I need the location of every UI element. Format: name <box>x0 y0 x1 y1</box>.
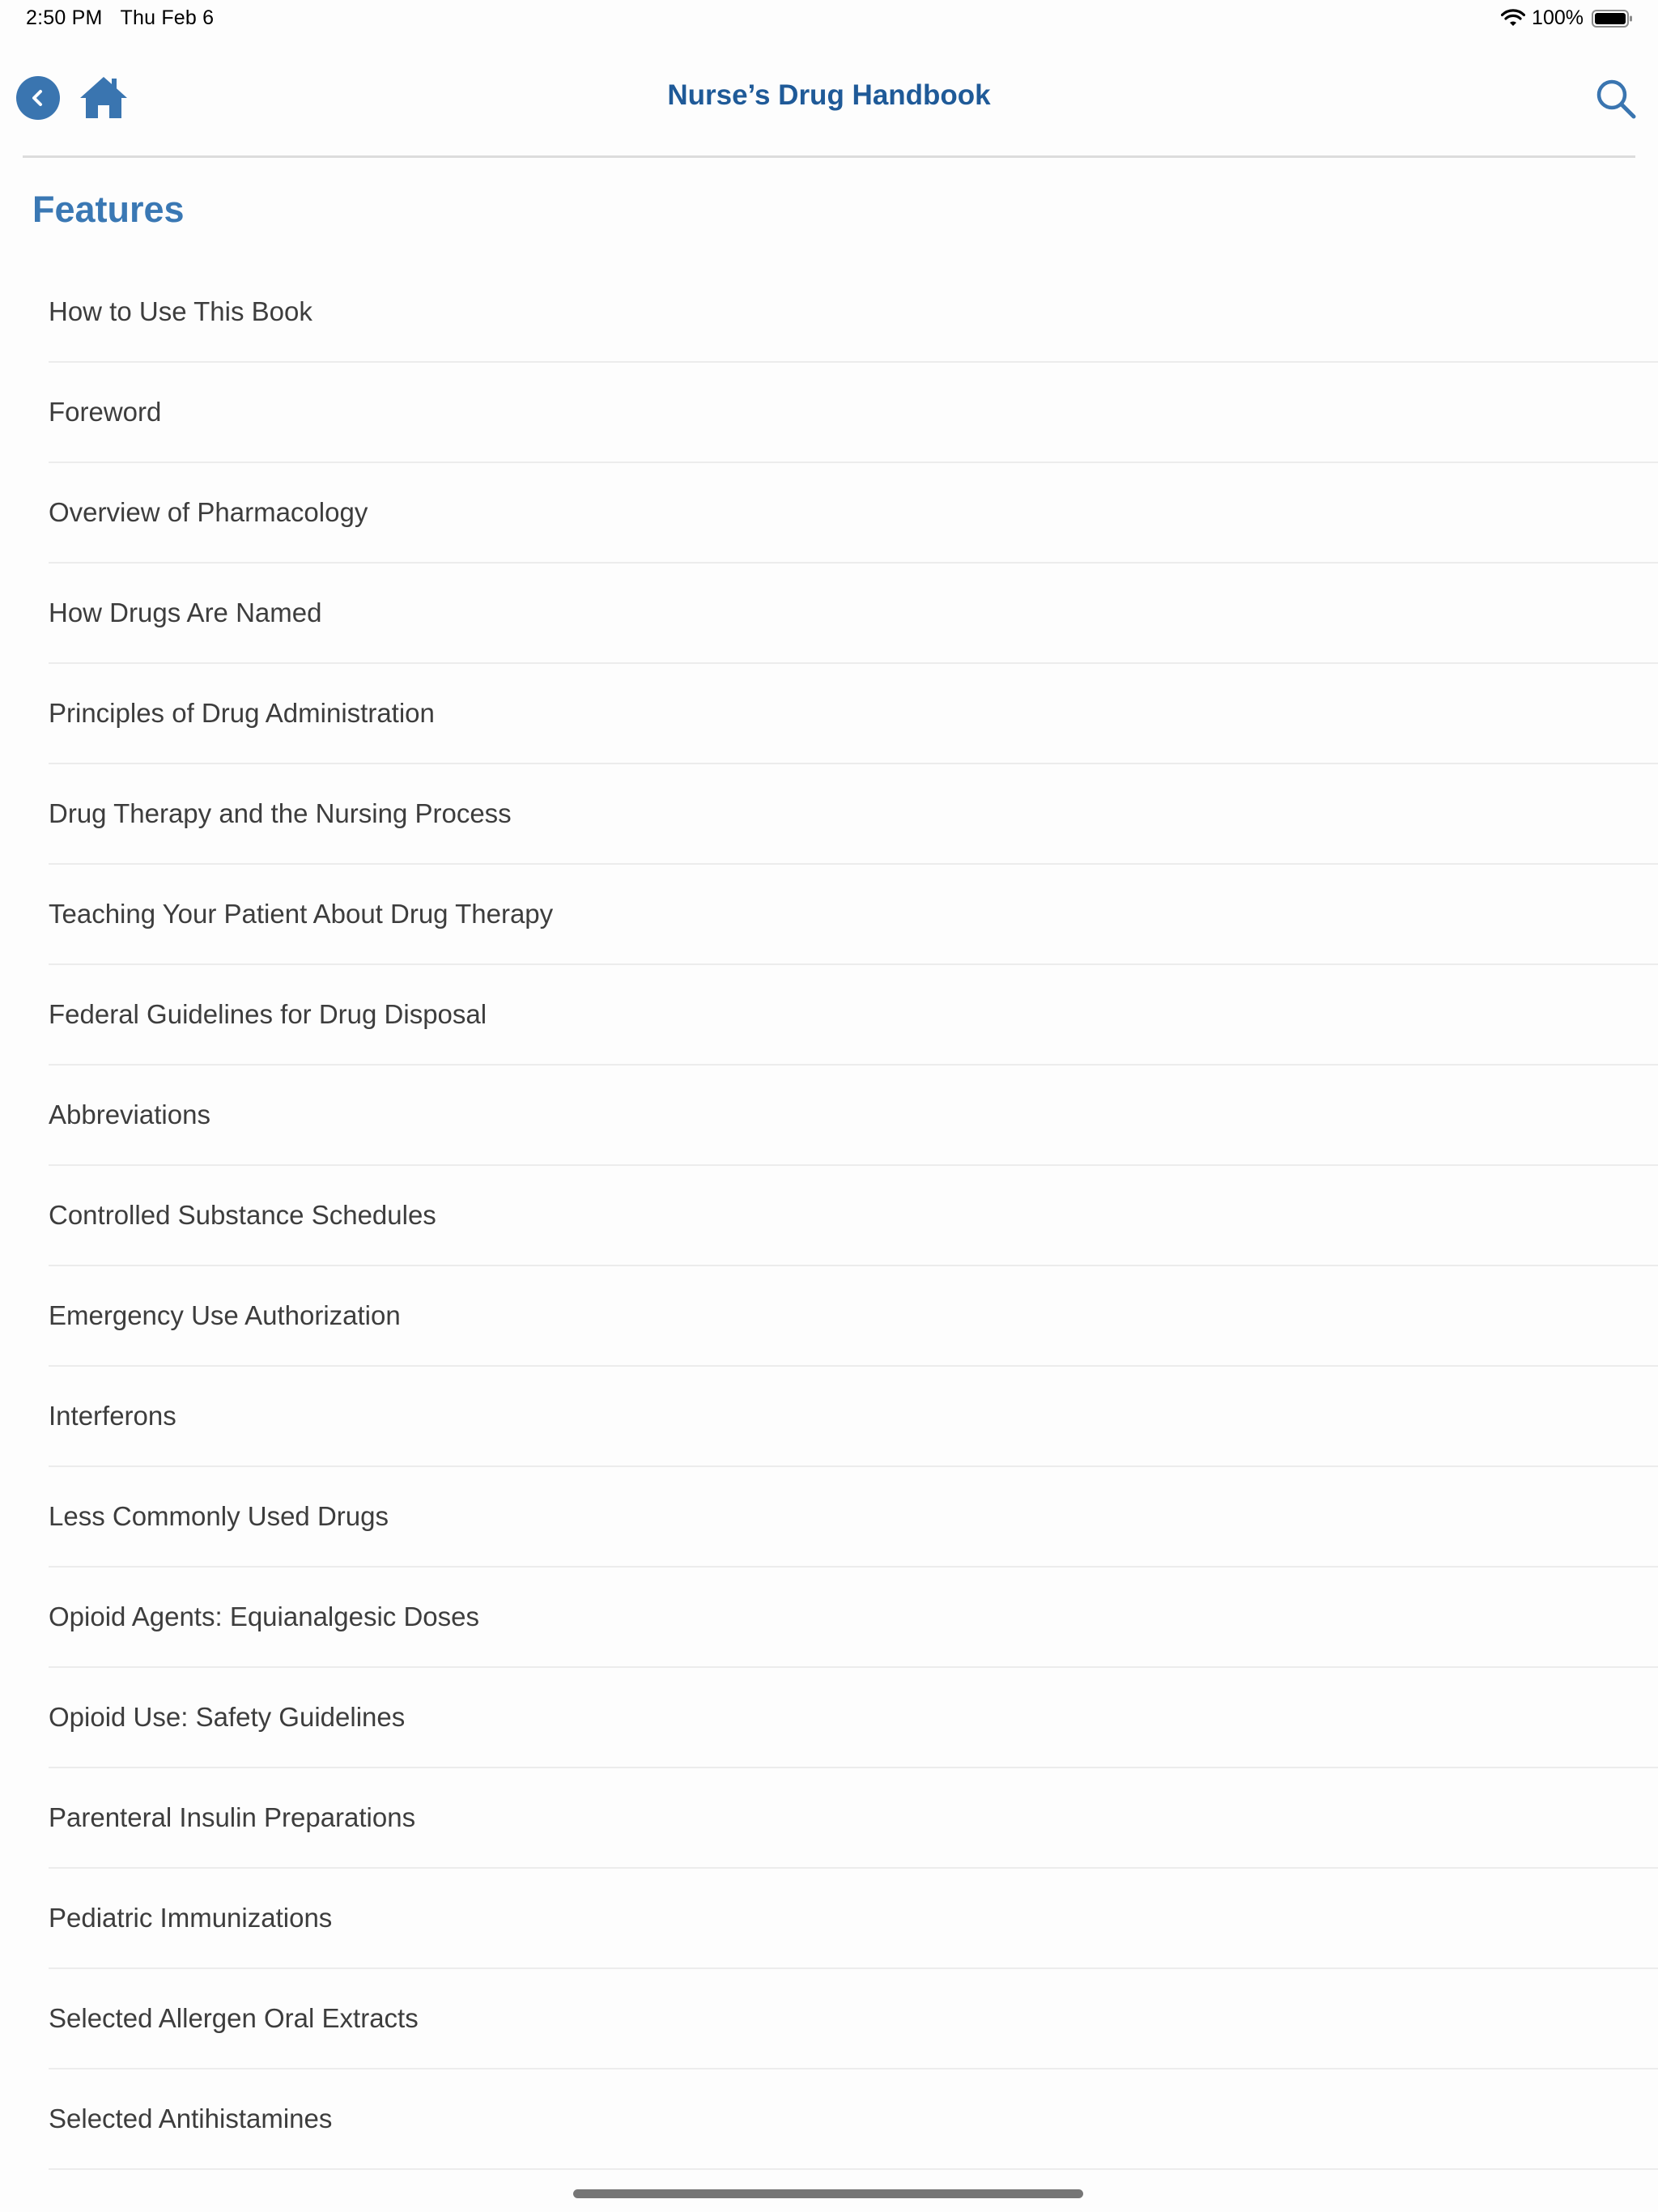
list-item[interactable]: Federal Guidelines for Drug Disposal <box>49 965 1658 1066</box>
search-icon <box>1595 78 1637 120</box>
section-title: Features <box>32 189 185 230</box>
list-item[interactable]: Pediatric Immunizations <box>49 1869 1658 1969</box>
status-date: Thu Feb 6 <box>120 6 215 29</box>
list-item[interactable]: Opioid Agents: Equianalgesic Doses <box>49 1568 1658 1668</box>
list-item[interactable]: How to Use This Book <box>49 262 1658 363</box>
list-item[interactable]: Selected Antihistamines <box>49 2069 1658 2170</box>
home-indicator[interactable] <box>573 2189 1083 2198</box>
list-item[interactable]: Controlled Substance Schedules <box>49 1166 1658 1266</box>
wifi-icon <box>1501 9 1525 28</box>
list-item[interactable]: Abbreviations <box>49 1066 1658 1166</box>
status-right <box>1501 6 1634 30</box>
list-item[interactable]: How Drugs Are Named <box>49 564 1658 664</box>
list-item[interactable]: Foreword <box>49 363 1658 463</box>
list-item[interactable]: Interferons <box>49 1367 1658 1467</box>
list-item[interactable]: Parenteral Insulin Preparations <box>49 1768 1658 1869</box>
status-left <box>26 6 232 30</box>
list-item[interactable]: Less Commonly Used Drugs <box>49 1467 1658 1568</box>
status-time: 2:50 PM <box>26 6 103 29</box>
nav-bar <box>0 39 1658 157</box>
list-item[interactable]: Drug Therapy and the Nursing Process <box>49 764 1658 865</box>
list-item[interactable]: Teaching Your Patient About Drug Therapy <box>49 865 1658 965</box>
battery-icon <box>1592 9 1634 28</box>
list-item[interactable]: Emergency Use Authorization <box>49 1266 1658 1367</box>
features-list <box>49 262 1658 2170</box>
nav-title: Nurse’s Drug Handbook <box>667 79 991 111</box>
list-item[interactable]: Overview of Pharmacology <box>49 463 1658 564</box>
search-button[interactable] <box>1592 74 1640 123</box>
list-item[interactable]: Selected Allergen Oral Extracts <box>49 1969 1658 2069</box>
status-bar <box>0 0 1658 39</box>
nav-divider <box>23 155 1635 158</box>
list-item[interactable]: Opioid Use: Safety Guidelines <box>49 1668 1658 1768</box>
list-item[interactable]: Principles of Drug Administration <box>49 664 1658 764</box>
battery-percent: 100% <box>1532 6 1584 29</box>
